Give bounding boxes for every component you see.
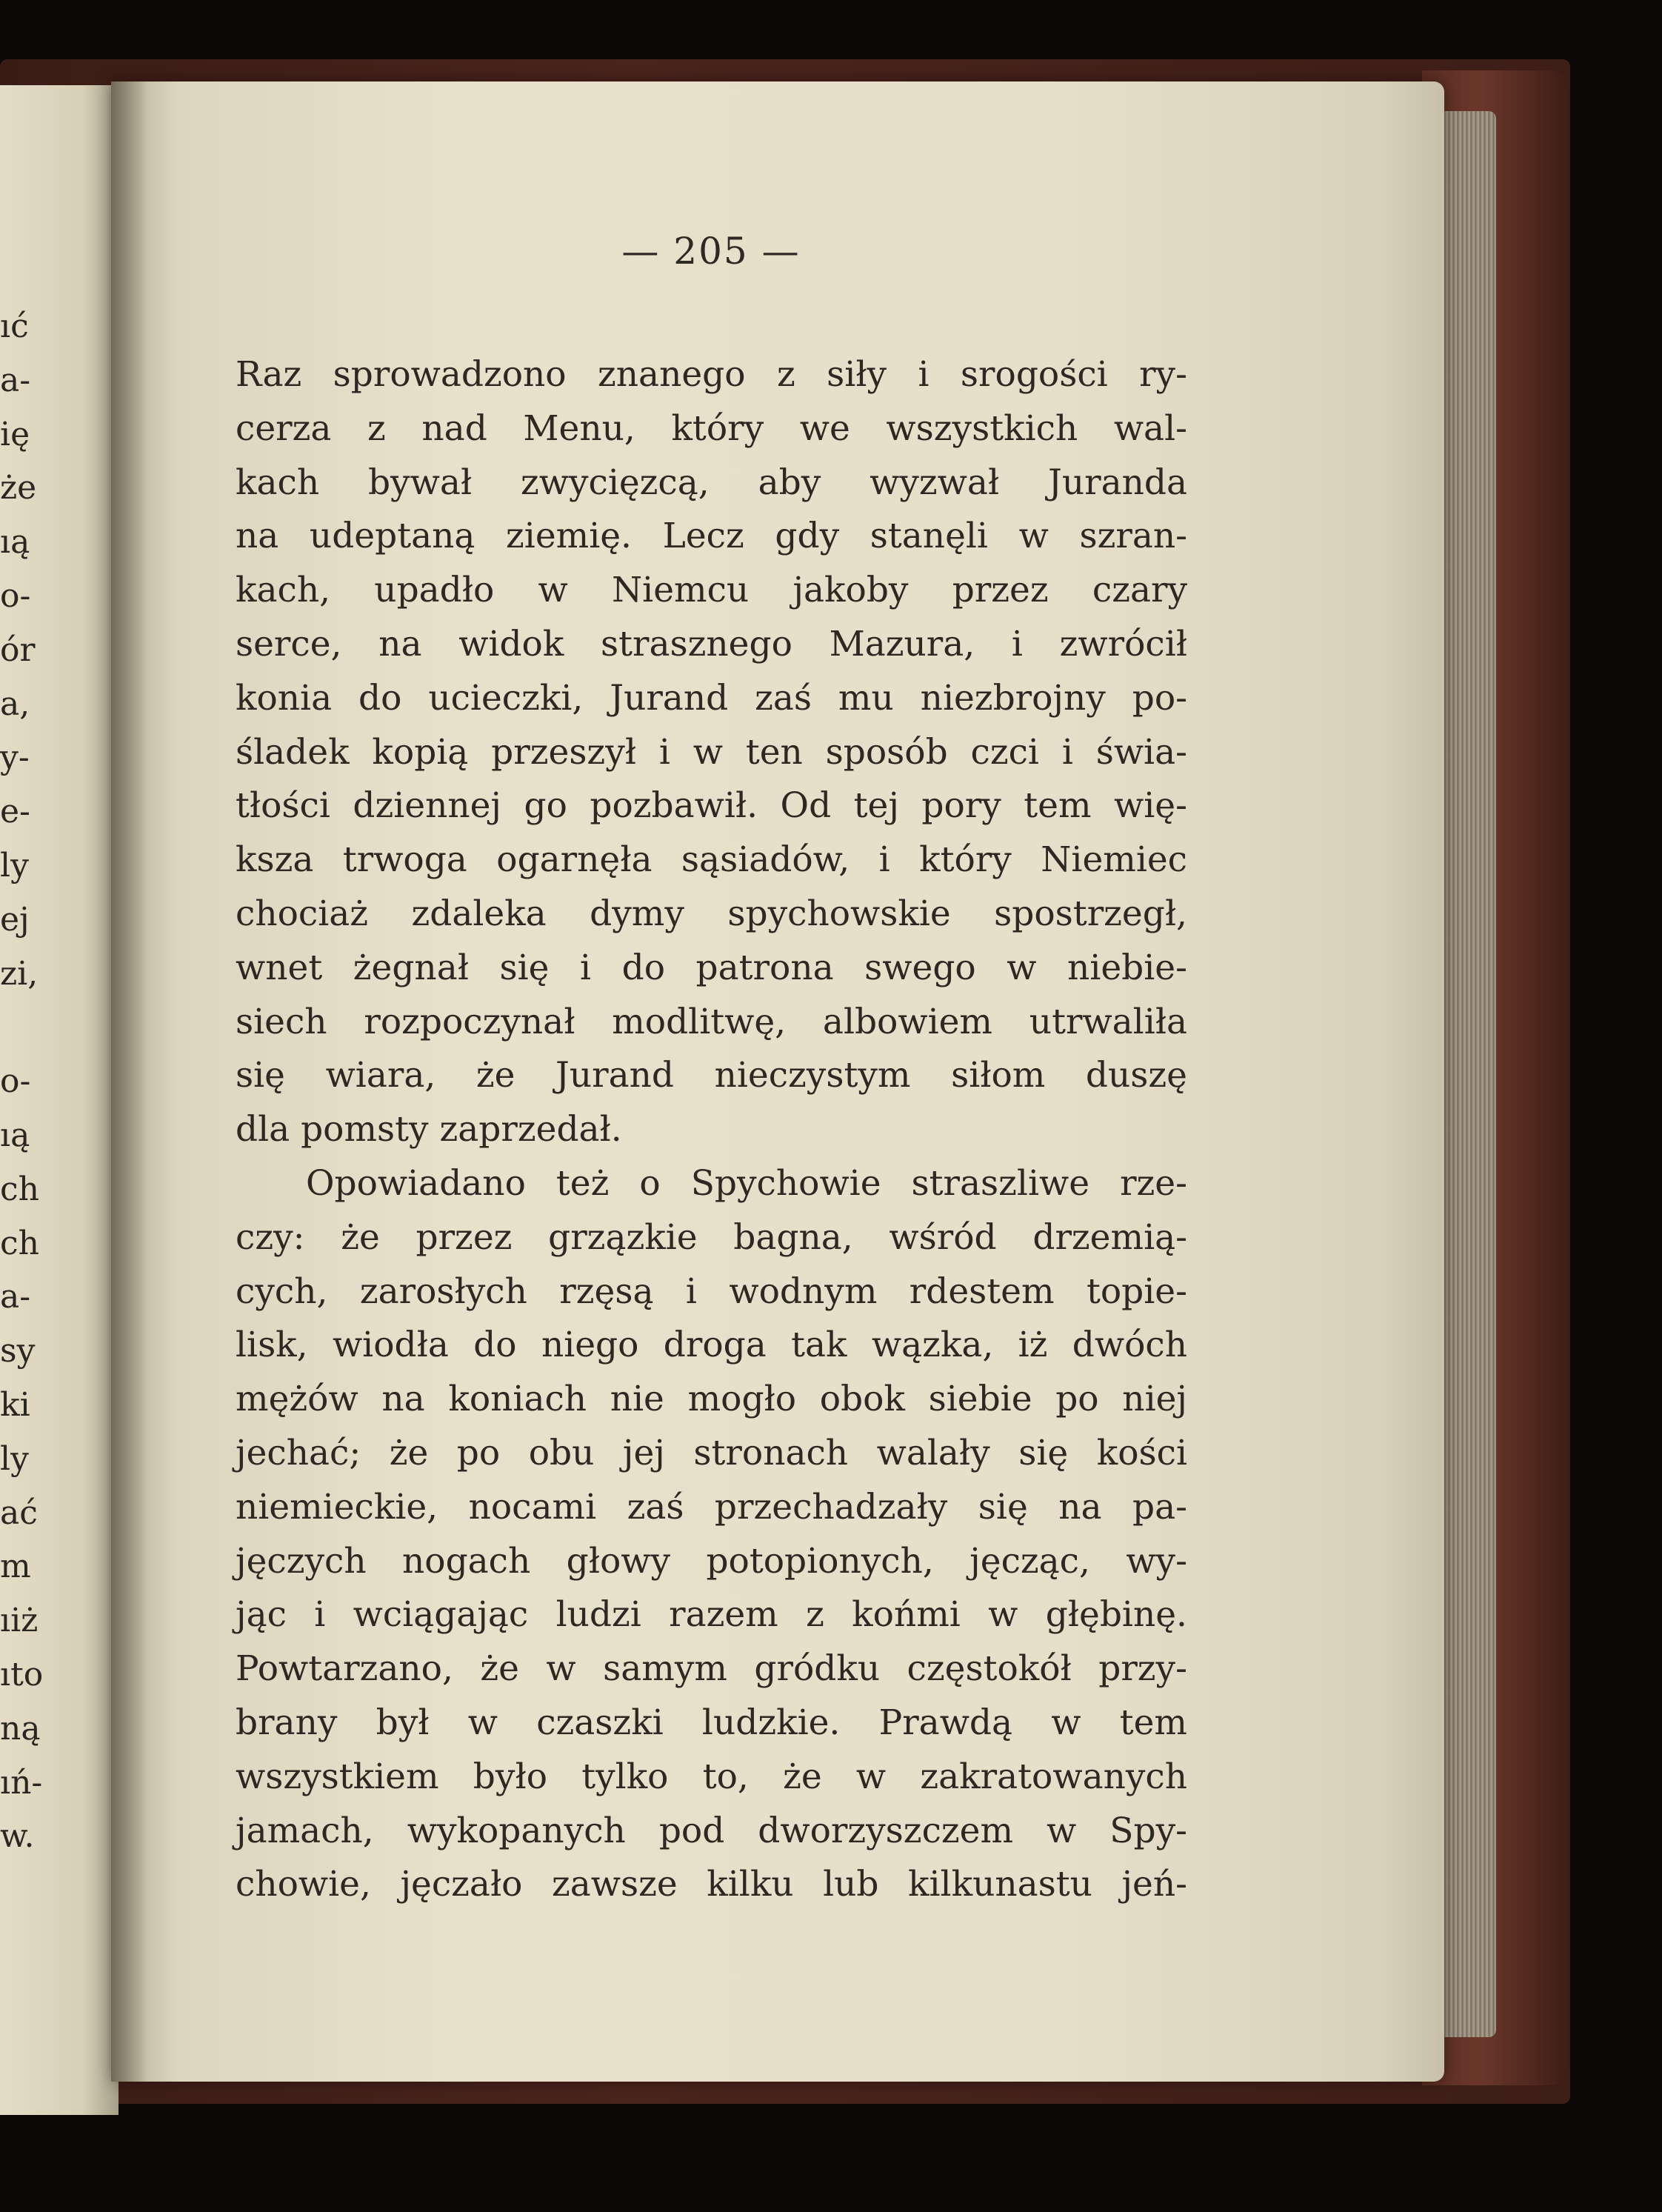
left-page-fragment <box>0 1001 111 1055</box>
text-line: wszystkiem było tylko to, że w zakratowanych <box>236 1756 1187 1797</box>
left-page-fragment: ıą <box>0 523 30 562</box>
text-line: na udeptaną ziemię. Lecz gdy stanęli w szran- <box>236 516 1187 557</box>
text-line: mężów na koniach nie mogło obok siebie po niej <box>236 1379 1187 1420</box>
text-line: Powtarzano, że w samym gródku częstokół przy- <box>236 1648 1187 1690</box>
left-page-fragment: o- <box>0 1062 31 1101</box>
text-line: wnet żegnał się i do patrona swego w niebie- <box>236 947 1187 988</box>
text-line: jęczych nogach głowy potopionych, jęcząc, wy- <box>236 1540 1187 1582</box>
left-page-fragment: ię <box>0 415 30 453</box>
text-line: niemieckie, nocami zaś przechadzały się na pa- <box>236 1486 1187 1528</box>
text-line: serce, na widok strasznego Mazura, i zwrócił <box>236 623 1187 664</box>
text-line: siech rozpoczynał modlitwę, albowiem utrwaliła <box>236 1001 1187 1042</box>
text-line: się wiara, że Jurand nieczystym siłom duszę <box>236 1055 1187 1096</box>
text-line: kach, upadło w Niemcu jakoby przez czary <box>236 570 1187 611</box>
text-line: czy: że przez grzązkie bagna, wśród drzemią- <box>236 1216 1187 1258</box>
text-line: Opowiadano też o Spychowie straszliwe rze- <box>306 1162 1187 1204</box>
left-page-fragment: ıń- <box>0 1763 43 1802</box>
page-body-text <box>236 348 1187 1912</box>
text-line: cych, zarosłych rzęsą i wodnym rdestem topie- <box>236 1270 1187 1312</box>
left-page-fragment: o- <box>0 576 31 615</box>
text-line: cerza z nad Menu, który we wszystkich wal- <box>236 407 1187 449</box>
text-line: lisk, wiodła do niego droga tak wązka, iż dwóch <box>236 1325 1187 1366</box>
left-page-fragment: ki <box>0 1385 30 1424</box>
text-line: śladek kopią przeszył i w ten sposób czci i świa- <box>236 731 1187 773</box>
left-page-fragment: ıiż <box>0 1602 39 1640</box>
left-page-fragment: y- <box>0 739 30 777</box>
book-gutter <box>111 81 148 2082</box>
left-page-fragment: ch <box>0 1224 39 1262</box>
left-page-fragment: ch <box>0 1170 39 1208</box>
text-line: dla pomsty zaprzedał. <box>236 1109 622 1150</box>
left-page-fragment: ly <box>0 846 29 885</box>
text-line: Raz sprowadzono znanego z siły i srogości ry- <box>236 354 1187 395</box>
text-line: jąc i wciągając ludzi razem z końmi w głębinę. <box>236 1594 1187 1636</box>
paragraph-1 <box>236 348 1187 1157</box>
left-page-fragment: ór <box>0 630 36 669</box>
text-line: tłości dziennej go pozbawił. Od tej pory tem wię- <box>236 785 1187 827</box>
text-line: jechać; że po obu jej stronach walały się kości <box>236 1432 1187 1473</box>
left-page-fragment: ıto <box>0 1655 44 1693</box>
page-number: — 205 — <box>621 230 801 273</box>
left-page-fragment: ać <box>0 1493 38 1532</box>
left-page-fragment: zi, <box>0 954 39 993</box>
left-page-fragment: ly <box>0 1439 29 1478</box>
left-page-fragment: a, <box>0 684 30 723</box>
left-page-fragment: a- <box>0 361 31 399</box>
page-edges <box>1441 111 1496 2037</box>
left-page-fragment: m <box>0 1548 31 1586</box>
left-page-fragment: ıć <box>0 307 29 345</box>
text-line: konia do ucieczki, Jurand zaś mu niezbrojny po- <box>236 677 1187 719</box>
left-page-fragment: ej <box>0 900 30 939</box>
text-line: chociaż zdaleka dymy spychowskie spostrzegł, <box>236 893 1187 934</box>
left-page-fragment: e- <box>0 793 30 831</box>
left-page-fragment: że <box>0 469 37 507</box>
left-page-fragment: ną <box>0 1709 41 1748</box>
text-line: kach bywał zwycięzcą, aby wyzwał Juranda <box>236 462 1187 503</box>
left-page-fragment: a- <box>0 1278 31 1316</box>
paragraph-2 <box>236 1157 1187 1912</box>
text-line: jamach, wykopanych pod dworzyszczem w Spy- <box>236 1810 1187 1851</box>
left-page-fragment: sy <box>0 1332 36 1370</box>
left-page-text-fragments <box>0 300 111 1864</box>
text-line: brany był w czaszki ludzkie. Prawdą w tem <box>236 1702 1187 1743</box>
text-line: chowie, jęczało zawsze kilku lub kilkunastu jeń- <box>236 1864 1187 1905</box>
left-page-fragment: w. <box>0 1817 35 1856</box>
text-line: ksza trwoga ogarnęła sąsiadów, i który Niemiec <box>236 839 1187 881</box>
left-page-fragment: ıą <box>0 1116 30 1154</box>
